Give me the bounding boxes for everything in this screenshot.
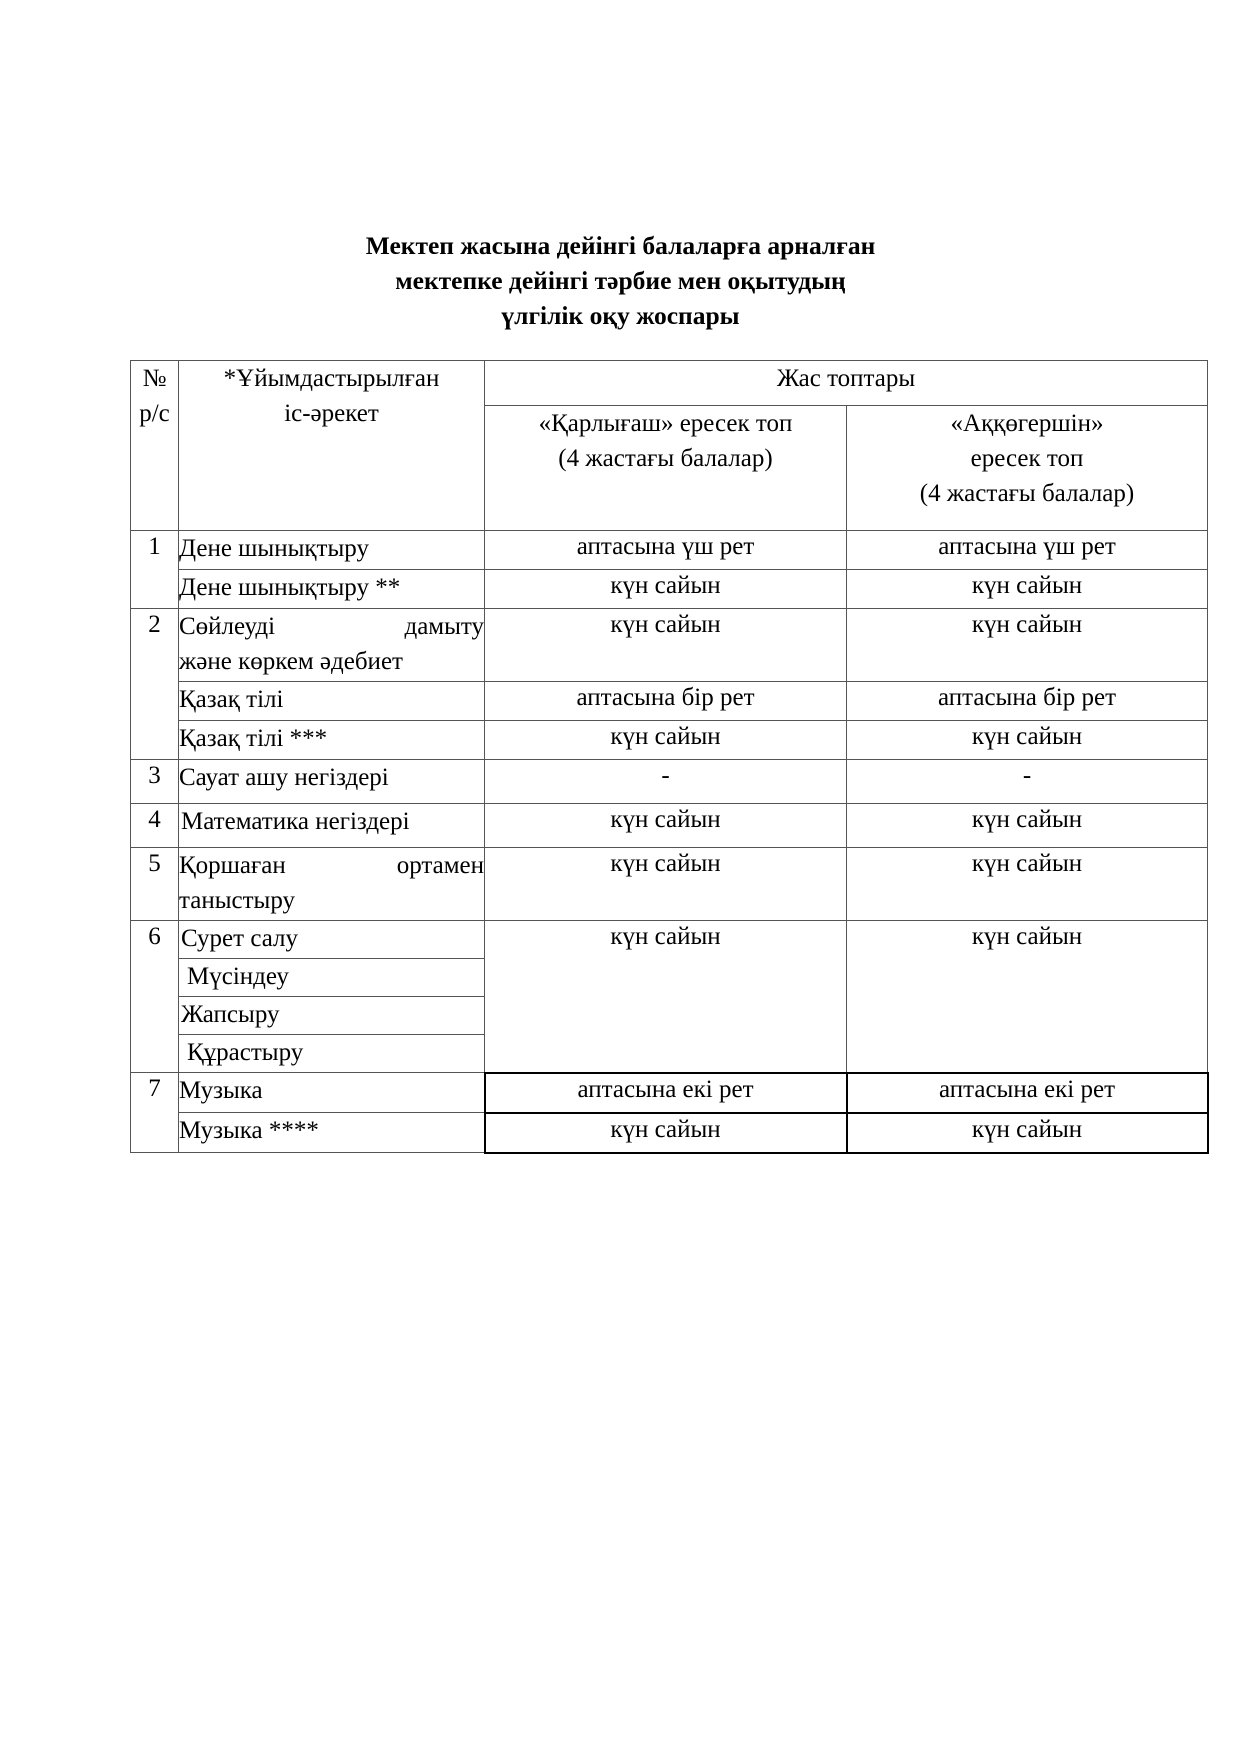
activity-cell: Дене шынықтыру	[179, 531, 485, 570]
header-number-line-2: р/с	[139, 400, 170, 427]
header-activity-line-2: іс-әрекет	[284, 400, 379, 427]
group-1-cell: күн сайын	[485, 609, 847, 682]
group-2-cell: күн сайын	[847, 721, 1208, 760]
group-1-cell: күн сайын	[485, 1113, 847, 1153]
activity-cell: Сурет салу	[179, 921, 485, 959]
group-1-cell: күн сайын	[485, 721, 847, 760]
activity-cell: Дене шынықтыру **	[179, 570, 485, 609]
header-group-2-line-2: ересек топ	[970, 445, 1084, 472]
table-row	[131, 682, 1208, 721]
group-1-cell: аптасына екі рет	[485, 1073, 847, 1113]
group-1-cell: аптасына бір рет	[485, 682, 847, 721]
group-2-cell: күн сайын	[847, 609, 1208, 682]
activity-cell: Музыка ****	[179, 1113, 485, 1153]
title-line-2: мектепке дейінгі тәрбие мен оқытудың	[395, 266, 846, 295]
activity-line-1	[179, 848, 484, 883]
table-row	[131, 921, 1208, 959]
activity-cell: Сауат ашу негіздері	[179, 760, 485, 804]
header-group-2	[847, 406, 1208, 531]
activity-cell: Мүсіндеу	[179, 959, 485, 997]
table-row	[131, 609, 1208, 682]
row-number: 7	[131, 1073, 179, 1153]
activity-cell: Жапсыру	[179, 997, 485, 1035]
header-group-1-line-1: «Қарлығаш» ересек топ	[538, 410, 793, 437]
title-line-1: Мектеп жасына дейінгі балаларға арналған	[365, 231, 876, 260]
header-group-2-line-3: (4 жастағы балалар)	[919, 480, 1135, 507]
group-2-cell: аптасына екі рет	[847, 1073, 1208, 1113]
title-line-3: үлгілік оқу жоспары	[501, 301, 740, 330]
group-2-cell: күн сайын	[847, 921, 1208, 1073]
group-2-cell: күн сайын	[847, 570, 1208, 609]
table-row	[131, 1113, 1208, 1153]
group-2-cell: аптасына бір рет	[847, 682, 1208, 721]
table-row	[131, 760, 1208, 804]
header-number-line-1: №	[142, 365, 167, 392]
header-group-1-line-2: (4 жастағы балалар)	[558, 445, 773, 472]
row-number: 4	[131, 804, 179, 848]
activity-cell: Музыка	[179, 1073, 485, 1113]
activity-line-2: және көркем әдебиет	[179, 648, 403, 675]
curriculum-table	[130, 360, 1209, 1154]
header-group-2-line-1: «Аққөгершін»	[950, 410, 1104, 437]
activity-word: ортамен	[396, 852, 484, 879]
activity-cell	[179, 848, 485, 921]
group-1-cell: күн сайын	[485, 570, 847, 609]
group-2-cell: күн сайын	[847, 848, 1208, 921]
activity-cell: Қазақ тілі	[179, 682, 485, 721]
header-group-1	[485, 406, 847, 531]
row-number: 1	[131, 531, 179, 609]
activity-line-2: таныстыру	[179, 887, 295, 914]
activity-line-1	[179, 609, 484, 644]
table-row	[131, 570, 1208, 609]
group-1-cell: күн сайын	[485, 921, 847, 1073]
row-number: 2	[131, 609, 179, 760]
activity-cell: Математика негіздері	[179, 804, 485, 848]
table-row	[131, 848, 1208, 921]
row-number: 6	[131, 921, 179, 1073]
row-number: 5	[131, 848, 179, 921]
header-age-groups: Жас топтары	[485, 361, 1208, 406]
group-1-cell: аптасына үш рет	[485, 531, 847, 570]
group-1-cell: күн сайын	[485, 804, 847, 848]
group-2-cell: аптасына үш рет	[847, 531, 1208, 570]
activity-word: Сөйлеуді	[179, 613, 276, 640]
group-2-cell: -	[847, 760, 1208, 804]
row-number: 3	[131, 760, 179, 804]
header-number	[131, 361, 179, 531]
page-title	[0, 228, 1241, 333]
table-row	[131, 1073, 1208, 1113]
group-2-cell: күн сайын	[847, 804, 1208, 848]
activity-cell: Қазақ тілі ***	[179, 721, 485, 760]
activity-cell: Құрастыру	[179, 1035, 485, 1073]
activity-word: Қоршаған	[179, 852, 286, 879]
header-activity-line-1: *Ұйымдастырылған	[223, 365, 440, 392]
activity-word: дамыту	[404, 613, 484, 640]
header-row-1	[131, 361, 1208, 406]
table-row	[131, 804, 1208, 848]
table-row	[131, 531, 1208, 570]
group-1-cell: -	[485, 760, 847, 804]
group-1-cell: күн сайын	[485, 848, 847, 921]
activity-cell	[179, 609, 485, 682]
header-activity	[179, 361, 485, 531]
group-2-cell: күн сайын	[847, 1113, 1208, 1153]
table-row	[131, 721, 1208, 760]
